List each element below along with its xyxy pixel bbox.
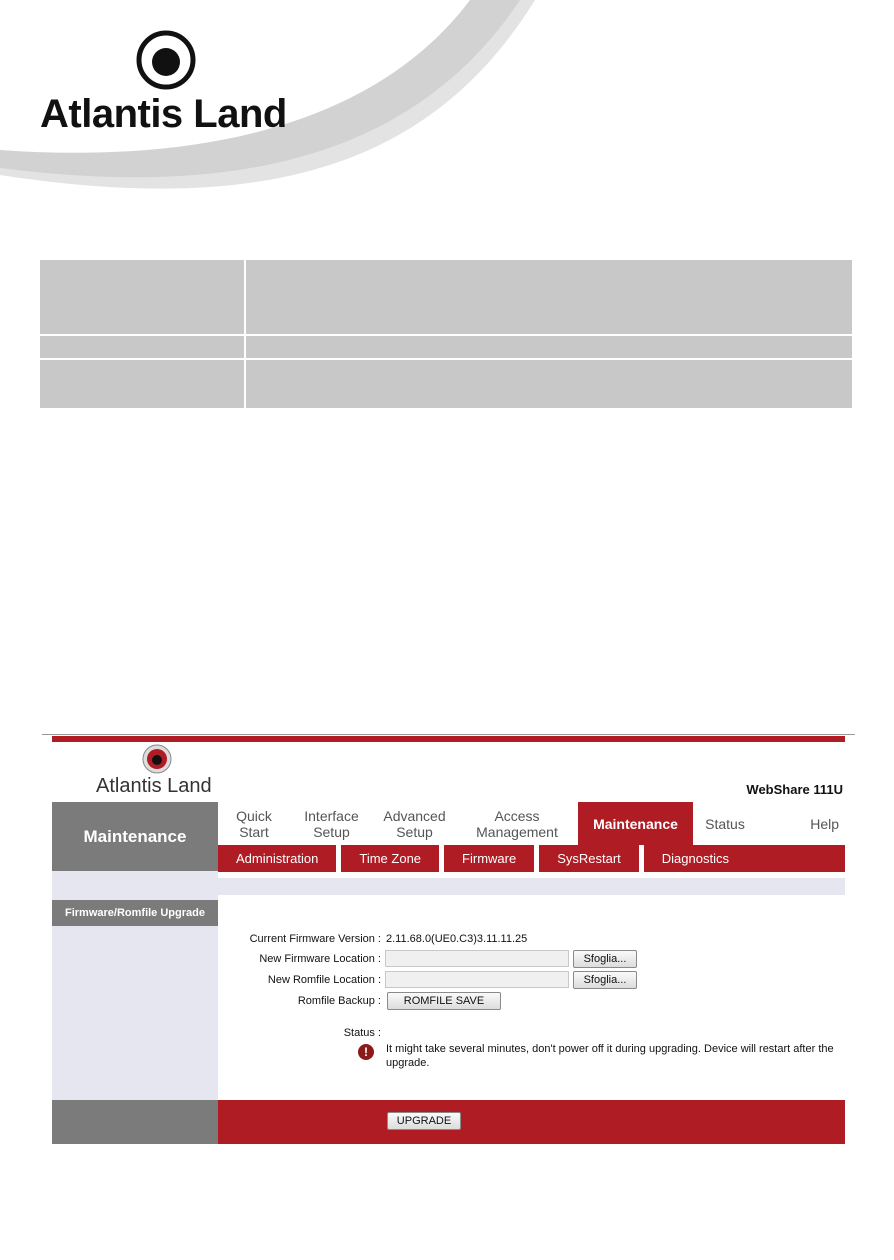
logo-mark-icon — [142, 744, 172, 774]
brand-wordmark: Atlantis Land — [40, 92, 287, 136]
nav-help[interactable]: Help — [810, 815, 839, 832]
nav-advanced-setup[interactable]: Advanced Setup — [383, 807, 446, 840]
new-rom-input[interactable] — [385, 971, 569, 988]
atlantis-logo — [40, 30, 290, 140]
nav-status[interactable]: Status — [705, 815, 745, 832]
firmware-form — [218, 926, 845, 1122]
status-label: Status : — [343, 1027, 381, 1039]
new-fw-label: New Firmware Location : — [259, 953, 381, 965]
subnav-time-zone[interactable]: Time Zone — [341, 845, 444, 872]
subnav-administration[interactable]: Administration — [218, 845, 341, 872]
current-fw-label: Current Firmware Version : — [249, 933, 381, 945]
main-nav — [218, 802, 845, 845]
logo-mark-icon — [136, 30, 196, 90]
divider-strip — [52, 878, 845, 895]
sub-nav — [218, 845, 845, 872]
model-name: WebShare 111U — [746, 782, 843, 797]
doc-table — [38, 258, 854, 410]
warning-icon: ! — [358, 1044, 374, 1060]
romfile-save-button[interactable]: ROMFILE SAVE — [387, 992, 501, 1010]
section-title: Maintenance — [52, 802, 218, 871]
footer-bar — [218, 1100, 845, 1144]
nav-maintenance[interactable]: Maintenance — [578, 802, 693, 845]
new-rom-label: New Romfile Location : — [267, 974, 381, 986]
router-screenshot — [52, 734, 845, 1144]
new-fw-input[interactable] — [385, 950, 569, 967]
footer-left — [52, 1100, 218, 1144]
upgrade-button[interactable]: UPGRADE — [387, 1112, 461, 1130]
nav-interface-setup[interactable]: Interface Setup — [304, 807, 359, 840]
top-red-bar — [52, 736, 845, 742]
browse-rom-button[interactable]: Sfoglia... — [573, 971, 637, 989]
subnav-sysrestart[interactable]: SysRestart — [539, 845, 644, 872]
router-brand-wordmark: Atlantis Land — [96, 775, 212, 797]
panel-title: Firmware/Romfile Upgrade — [52, 900, 218, 926]
subnav-firmware[interactable]: Firmware — [444, 845, 539, 872]
subnav-diagnostics[interactable]: Diagnostics — [661, 851, 729, 866]
status-message: It might take several minutes, don't power off it during upgrading. Device will restart after the upgrade. — [386, 1043, 834, 1069]
current-fw-value: 2.11.68.0(UE0.C3)3.11.11.25 — [386, 933, 528, 945]
browse-fw-button[interactable]: Sfoglia... — [573, 950, 637, 968]
nav-quick-start[interactable]: Quick Start — [236, 807, 272, 840]
backup-label: Romfile Backup : — [297, 995, 381, 1007]
router-logo — [96, 744, 226, 804]
nav-access-management[interactable]: Access Management — [476, 807, 558, 840]
top-rule — [42, 734, 855, 735]
